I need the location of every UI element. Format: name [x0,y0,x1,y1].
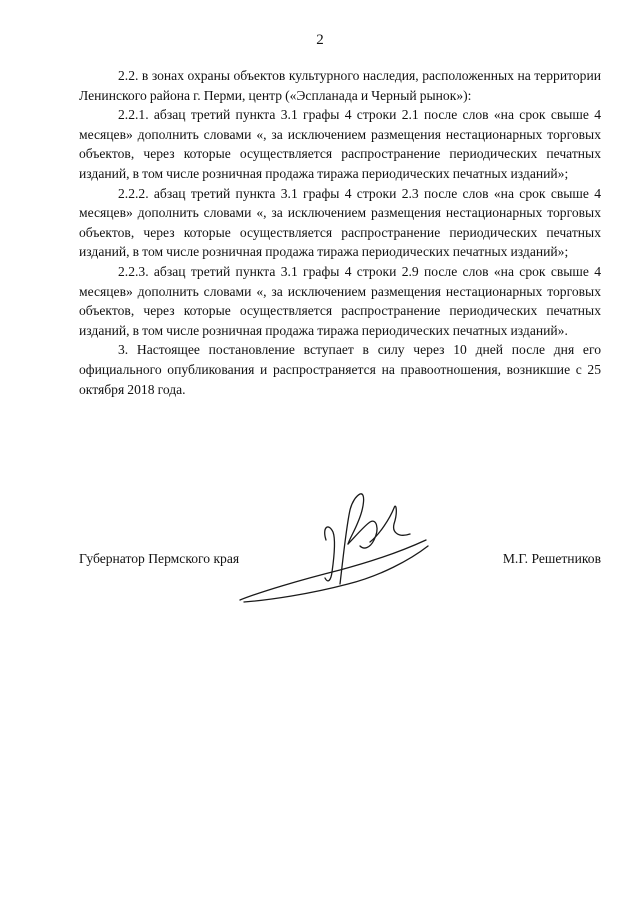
handwritten-signature [230,488,430,608]
document-body [79,66,601,399]
paragraph-2-2-3: 2.2.3. абзац третий пункта 3.1 графы 4 строки 2.9 после слов «на срок свыше 4 месяцев» дополнить словами «, за исключением размещения нестационарных торговых объектов, через которые осуществляется распространение периодических печатных изданий, в том числе розничная продажа тиража периодических печатных изданий». [79,263,601,338]
paragraph-3: 3. Настоящее постановление вступает в силу через 10 дней после дня его официального опубликования и распространяется на правоотношения, возникшие с 25 октября 2018 года. [79,342,601,397]
page-number: 2 [316,32,324,48]
signatory-position: Губернатор Пермского края [79,551,240,566]
paragraph-2-2-1: 2.2.1. абзац третий пункта 3.1 графы 4 строки 2.1 после слов «на срок свыше 4 месяцев» дополнить словами «, за исключением размещения нестационарных торговых объектов, через которые осуществляется распространение периодических печатных изданий, в том числе розничная продажа тиража периодических печатных изданий»; [79,107,601,181]
paragraph-2-2: 2.2. в зонах охраны объектов культурного наследия, расположенных на территории Ленинского района г. Перми, центр («Эспланада и Черный рынок»): [79,68,601,103]
signatory-name: М.Г. Решетников [502,551,601,566]
paragraph-2-2-2: 2.2.2. абзац третий пункта 3.1 графы 4 строки 2.3 после слов «на срок свыше 4 месяцев» дополнить словами «, за исключением размещения нестационарных торговых объектов, через которые осуществляется распространение периодических печатных изданий, в том числе розничная продажа тиража периодических печатных изданий»; [79,185,601,260]
